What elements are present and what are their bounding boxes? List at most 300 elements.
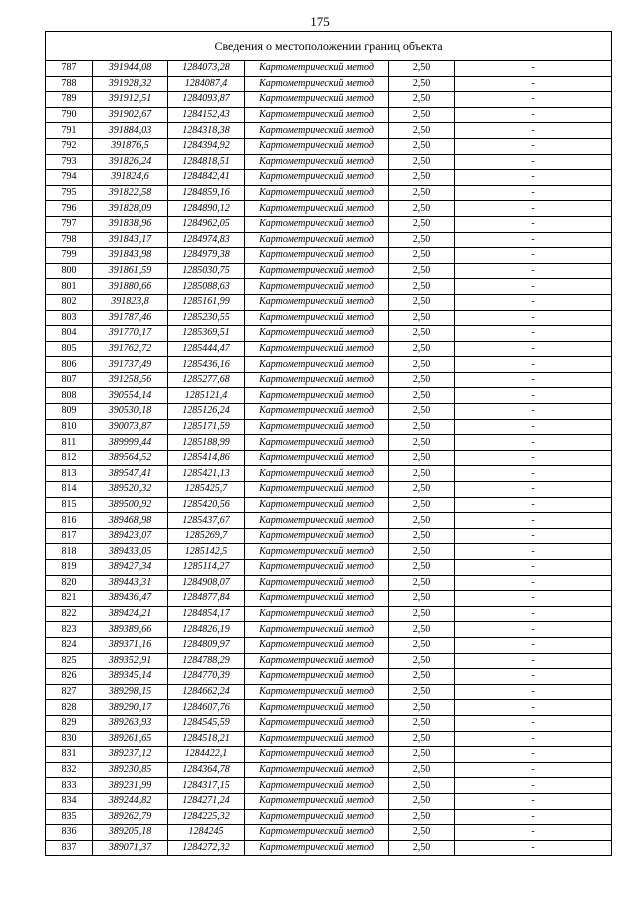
table-header-row: [46, 32, 612, 61]
description-cell: -: [455, 528, 612, 544]
method-cell: Картометрический метод: [245, 294, 389, 310]
description-cell: -: [455, 185, 612, 201]
method-cell: Картометрический метод: [245, 216, 389, 232]
table-row: [46, 372, 612, 388]
x-coordinate-cell: 391824,6: [93, 170, 168, 186]
description-cell: -: [455, 216, 612, 232]
point-number-cell: 787: [46, 61, 93, 77]
point-number-cell: 793: [46, 154, 93, 170]
x-coordinate-cell: 391828,09: [93, 201, 168, 217]
y-coordinate-cell: 1285121,4: [168, 388, 245, 404]
y-coordinate-cell: 1285161,99: [168, 294, 245, 310]
precision-cell: 2,50: [389, 310, 455, 326]
method-cell: Картометрический метод: [245, 232, 389, 248]
y-coordinate-cell: 1285437,67: [168, 513, 245, 529]
point-number-cell: 815: [46, 497, 93, 513]
description-cell: -: [455, 560, 612, 576]
method-cell: Картометрический метод: [245, 123, 389, 139]
y-coordinate-cell: 1284087,4: [168, 76, 245, 92]
boundary-coordinates-table: [45, 31, 612, 856]
table-row: [46, 419, 612, 435]
table-title: Сведения о местоположении границ объекта: [46, 32, 612, 61]
description-cell: -: [455, 170, 612, 186]
precision-cell: 2,50: [389, 669, 455, 685]
table-row: [46, 76, 612, 92]
point-number-cell: 837: [46, 840, 93, 856]
method-cell: Картометрический метод: [245, 482, 389, 498]
method-cell: Картометрический метод: [245, 170, 389, 186]
table-row: [46, 92, 612, 108]
precision-cell: 2,50: [389, 61, 455, 77]
method-cell: Картометрический метод: [245, 606, 389, 622]
description-cell: -: [455, 357, 612, 373]
description-cell: -: [455, 637, 612, 653]
description-cell: -: [455, 793, 612, 809]
table-row: [46, 575, 612, 591]
x-coordinate-cell: 391787,46: [93, 310, 168, 326]
x-coordinate-cell: 389261,65: [93, 731, 168, 747]
y-coordinate-cell: 1284979,38: [168, 248, 245, 264]
precision-cell: 2,50: [389, 216, 455, 232]
method-cell: Картометрический метод: [245, 185, 389, 201]
precision-cell: 2,50: [389, 154, 455, 170]
description-cell: -: [455, 575, 612, 591]
x-coordinate-cell: 389345,14: [93, 669, 168, 685]
table-row: [46, 248, 612, 264]
precision-cell: 2,50: [389, 653, 455, 669]
precision-cell: 2,50: [389, 107, 455, 123]
x-coordinate-cell: 391944,08: [93, 61, 168, 77]
description-cell: -: [455, 653, 612, 669]
table-row: [46, 731, 612, 747]
precision-cell: 2,50: [389, 840, 455, 856]
x-coordinate-cell: 389423,07: [93, 528, 168, 544]
method-cell: Картометрический метод: [245, 653, 389, 669]
table-row: [46, 107, 612, 123]
x-coordinate-cell: 389371,16: [93, 637, 168, 653]
point-number-cell: 832: [46, 762, 93, 778]
y-coordinate-cell: 1285030,75: [168, 263, 245, 279]
table-row: [46, 263, 612, 279]
y-coordinate-cell: 1285126,24: [168, 404, 245, 420]
x-coordinate-cell: 389500,92: [93, 497, 168, 513]
x-coordinate-cell: 391822,58: [93, 185, 168, 201]
x-coordinate-cell: 391876,5: [93, 138, 168, 154]
y-coordinate-cell: 1285444,47: [168, 341, 245, 357]
point-number-cell: 809: [46, 404, 93, 420]
table-row: [46, 778, 612, 794]
description-cell: -: [455, 450, 612, 466]
description-cell: -: [455, 419, 612, 435]
x-coordinate-cell: 391838,96: [93, 216, 168, 232]
page-number: 175: [310, 14, 330, 29]
x-coordinate-cell: 391843,17: [93, 232, 168, 248]
method-cell: Картометрический метод: [245, 466, 389, 482]
y-coordinate-cell: 1285421,13: [168, 466, 245, 482]
point-number-cell: 818: [46, 544, 93, 560]
point-number-cell: 834: [46, 793, 93, 809]
method-cell: Картометрический метод: [245, 372, 389, 388]
precision-cell: 2,50: [389, 575, 455, 591]
x-coordinate-cell: 391826,24: [93, 154, 168, 170]
description-cell: -: [455, 294, 612, 310]
y-coordinate-cell: 1285269,7: [168, 528, 245, 544]
precision-cell: 2,50: [389, 731, 455, 747]
point-number-cell: 830: [46, 731, 93, 747]
x-coordinate-cell: 389298,15: [93, 684, 168, 700]
description-cell: -: [455, 762, 612, 778]
y-coordinate-cell: 1284809,97: [168, 637, 245, 653]
table-row: [46, 544, 612, 560]
y-coordinate-cell: 1284272,32: [168, 840, 245, 856]
y-coordinate-cell: 1285277,68: [168, 372, 245, 388]
x-coordinate-cell: 391902,67: [93, 107, 168, 123]
x-coordinate-cell: 389352,91: [93, 653, 168, 669]
table-row: [46, 435, 612, 451]
method-cell: Картометрический метод: [245, 357, 389, 373]
x-coordinate-cell: 389564,52: [93, 450, 168, 466]
method-cell: Картометрический метод: [245, 840, 389, 856]
precision-cell: 2,50: [389, 700, 455, 716]
y-coordinate-cell: 1284093,87: [168, 92, 245, 108]
point-number-cell: 822: [46, 606, 93, 622]
description-cell: -: [455, 76, 612, 92]
point-number-cell: 826: [46, 669, 93, 685]
point-number-cell: 795: [46, 185, 93, 201]
x-coordinate-cell: 389468,98: [93, 513, 168, 529]
table-row: [46, 61, 612, 77]
table-row: [46, 279, 612, 295]
description-cell: -: [455, 715, 612, 731]
precision-cell: 2,50: [389, 637, 455, 653]
method-cell: Картометрический метод: [245, 528, 389, 544]
x-coordinate-cell: 389290,17: [93, 700, 168, 716]
table-body: [46, 61, 612, 856]
x-coordinate-cell: 389244,82: [93, 793, 168, 809]
table-row: [46, 684, 612, 700]
x-coordinate-cell: 389205,18: [93, 825, 168, 841]
point-number-cell: 792: [46, 138, 93, 154]
point-number-cell: 799: [46, 248, 93, 264]
method-cell: Картометрический метод: [245, 76, 389, 92]
point-number-cell: 798: [46, 232, 93, 248]
x-coordinate-cell: 389520,32: [93, 482, 168, 498]
method-cell: Картометрический метод: [245, 591, 389, 607]
description-cell: -: [455, 684, 612, 700]
precision-cell: 2,50: [389, 544, 455, 560]
description-cell: -: [455, 778, 612, 794]
table-row: [46, 637, 612, 653]
x-coordinate-cell: 391880,66: [93, 279, 168, 295]
table-row: [46, 216, 612, 232]
y-coordinate-cell: 1284818,51: [168, 154, 245, 170]
y-coordinate-cell: 1285420,56: [168, 497, 245, 513]
description-cell: -: [455, 669, 612, 685]
y-coordinate-cell: 1284877,84: [168, 591, 245, 607]
point-number-cell: 800: [46, 263, 93, 279]
y-coordinate-cell: 1284271,24: [168, 793, 245, 809]
point-number-cell: 817: [46, 528, 93, 544]
table-row: [46, 497, 612, 513]
description-cell: -: [455, 341, 612, 357]
x-coordinate-cell: 389427,34: [93, 560, 168, 576]
x-coordinate-cell: 389443,31: [93, 575, 168, 591]
y-coordinate-cell: 1284859,16: [168, 185, 245, 201]
precision-cell: 2,50: [389, 684, 455, 700]
method-cell: Картометрический метод: [245, 778, 389, 794]
table-row: [46, 357, 612, 373]
precision-cell: 2,50: [389, 778, 455, 794]
y-coordinate-cell: 1285425,7: [168, 482, 245, 498]
description-cell: -: [455, 123, 612, 139]
precision-cell: 2,50: [389, 497, 455, 513]
x-coordinate-cell: 389262,79: [93, 809, 168, 825]
method-cell: Картометрический метод: [245, 154, 389, 170]
table-row: [46, 201, 612, 217]
point-number-cell: 804: [46, 326, 93, 342]
y-coordinate-cell: 1284225,32: [168, 809, 245, 825]
y-coordinate-cell: 1284545,59: [168, 715, 245, 731]
description-cell: -: [455, 544, 612, 560]
description-cell: -: [455, 107, 612, 123]
description-cell: -: [455, 138, 612, 154]
precision-cell: 2,50: [389, 388, 455, 404]
point-number-cell: 810: [46, 419, 93, 435]
point-number-cell: 791: [46, 123, 93, 139]
table-row: [46, 388, 612, 404]
description-cell: -: [455, 279, 612, 295]
point-number-cell: 821: [46, 591, 93, 607]
method-cell: Картометрический метод: [245, 715, 389, 731]
method-cell: Картометрический метод: [245, 731, 389, 747]
x-coordinate-cell: 390554,14: [93, 388, 168, 404]
method-cell: Картометрический метод: [245, 341, 389, 357]
precision-cell: 2,50: [389, 809, 455, 825]
precision-cell: 2,50: [389, 357, 455, 373]
point-number-cell: 835: [46, 809, 93, 825]
description-cell: -: [455, 326, 612, 342]
table-row: [46, 653, 612, 669]
description-cell: -: [455, 248, 612, 264]
x-coordinate-cell: 389547,41: [93, 466, 168, 482]
y-coordinate-cell: 1284318,38: [168, 123, 245, 139]
method-cell: Картометрический метод: [245, 762, 389, 778]
y-coordinate-cell: 1285414,86: [168, 450, 245, 466]
table-row: [46, 154, 612, 170]
y-coordinate-cell: 1284422,1: [168, 747, 245, 763]
y-coordinate-cell: 1284073,28: [168, 61, 245, 77]
point-number-cell: 803: [46, 310, 93, 326]
description-cell: -: [455, 388, 612, 404]
precision-cell: 2,50: [389, 528, 455, 544]
table-row: [46, 622, 612, 638]
method-cell: Картометрический метод: [245, 622, 389, 638]
point-number-cell: 811: [46, 435, 93, 451]
precision-cell: 2,50: [389, 466, 455, 482]
description-cell: -: [455, 232, 612, 248]
table-row: [46, 715, 612, 731]
precision-cell: 2,50: [389, 482, 455, 498]
description-cell: -: [455, 435, 612, 451]
description-cell: -: [455, 372, 612, 388]
precision-cell: 2,50: [389, 263, 455, 279]
method-cell: Картометрический метод: [245, 497, 389, 513]
y-coordinate-cell: 1284518,21: [168, 731, 245, 747]
point-number-cell: 823: [46, 622, 93, 638]
table-row: [46, 809, 612, 825]
description-cell: -: [455, 622, 612, 638]
table-row: [46, 606, 612, 622]
method-cell: Картометрический метод: [245, 61, 389, 77]
point-number-cell: 808: [46, 388, 93, 404]
table-row: [46, 170, 612, 186]
method-cell: Картометрический метод: [245, 201, 389, 217]
table-row: [46, 185, 612, 201]
method-cell: Картометрический метод: [245, 450, 389, 466]
y-coordinate-cell: 1284317,15: [168, 778, 245, 794]
x-coordinate-cell: 391912,51: [93, 92, 168, 108]
y-coordinate-cell: 1284245: [168, 825, 245, 841]
x-coordinate-cell: 389231,99: [93, 778, 168, 794]
y-coordinate-cell: 1284394,92: [168, 138, 245, 154]
method-cell: Картометрический метод: [245, 809, 389, 825]
x-coordinate-cell: 389389,66: [93, 622, 168, 638]
precision-cell: 2,50: [389, 825, 455, 841]
precision-cell: 2,50: [389, 622, 455, 638]
description-cell: -: [455, 606, 612, 622]
description-cell: -: [455, 201, 612, 217]
table-row: [46, 793, 612, 809]
precision-cell: 2,50: [389, 793, 455, 809]
description-cell: -: [455, 513, 612, 529]
precision-cell: 2,50: [389, 715, 455, 731]
precision-cell: 2,50: [389, 404, 455, 420]
precision-cell: 2,50: [389, 513, 455, 529]
method-cell: Картометрический метод: [245, 92, 389, 108]
point-number-cell: 833: [46, 778, 93, 794]
table-row: [46, 294, 612, 310]
point-number-cell: 829: [46, 715, 93, 731]
method-cell: Картометрический метод: [245, 747, 389, 763]
precision-cell: 2,50: [389, 248, 455, 264]
table-row: [46, 560, 612, 576]
precision-cell: 2,50: [389, 232, 455, 248]
precision-cell: 2,50: [389, 279, 455, 295]
description-cell: -: [455, 263, 612, 279]
point-number-cell: 827: [46, 684, 93, 700]
point-number-cell: 836: [46, 825, 93, 841]
y-coordinate-cell: 1284854,17: [168, 606, 245, 622]
table-row: [46, 825, 612, 841]
point-number-cell: 806: [46, 357, 93, 373]
point-number-cell: 816: [46, 513, 93, 529]
description-cell: -: [455, 825, 612, 841]
x-coordinate-cell: 389999,44: [93, 435, 168, 451]
method-cell: Картометрический метод: [245, 637, 389, 653]
point-number-cell: 801: [46, 279, 93, 295]
method-cell: Картометрический метод: [245, 263, 389, 279]
x-coordinate-cell: 389424,21: [93, 606, 168, 622]
point-number-cell: 820: [46, 575, 93, 591]
x-coordinate-cell: 391843,98: [93, 248, 168, 264]
method-cell: Картометрический метод: [245, 138, 389, 154]
method-cell: Картометрический метод: [245, 388, 389, 404]
x-coordinate-cell: 391884,03: [93, 123, 168, 139]
x-coordinate-cell: 390530,18: [93, 404, 168, 420]
x-coordinate-cell: 391823,8: [93, 294, 168, 310]
y-coordinate-cell: 1284890,12: [168, 201, 245, 217]
precision-cell: 2,50: [389, 185, 455, 201]
method-cell: Картометрический метод: [245, 419, 389, 435]
x-coordinate-cell: 389263,93: [93, 715, 168, 731]
table-row: [46, 450, 612, 466]
method-cell: Картометрический метод: [245, 404, 389, 420]
description-cell: -: [455, 840, 612, 856]
precision-cell: 2,50: [389, 201, 455, 217]
method-cell: Картометрический метод: [245, 700, 389, 716]
description-cell: -: [455, 92, 612, 108]
y-coordinate-cell: 1285188,99: [168, 435, 245, 451]
y-coordinate-cell: 1285171,59: [168, 419, 245, 435]
method-cell: Картометрический метод: [245, 279, 389, 295]
y-coordinate-cell: 1284788,29: [168, 653, 245, 669]
y-coordinate-cell: 1285114,27: [168, 560, 245, 576]
y-coordinate-cell: 1285088,63: [168, 279, 245, 295]
precision-cell: 2,50: [389, 560, 455, 576]
precision-cell: 2,50: [389, 170, 455, 186]
method-cell: Картометрический метод: [245, 575, 389, 591]
point-number-cell: 789: [46, 92, 93, 108]
table-row: [46, 513, 612, 529]
x-coordinate-cell: 390073,87: [93, 419, 168, 435]
method-cell: Картометрический метод: [245, 326, 389, 342]
table-row: [46, 466, 612, 482]
y-coordinate-cell: 1285142,5: [168, 544, 245, 560]
y-coordinate-cell: 1285230,55: [168, 310, 245, 326]
table-row: [46, 326, 612, 342]
point-number-cell: 794: [46, 170, 93, 186]
table-row: [46, 762, 612, 778]
y-coordinate-cell: 1284826,19: [168, 622, 245, 638]
table-row: [46, 232, 612, 248]
point-number-cell: 796: [46, 201, 93, 217]
precision-cell: 2,50: [389, 341, 455, 357]
precision-cell: 2,50: [389, 419, 455, 435]
point-number-cell: 790: [46, 107, 93, 123]
y-coordinate-cell: 1284962,05: [168, 216, 245, 232]
table-row: [46, 747, 612, 763]
x-coordinate-cell: 391928,32: [93, 76, 168, 92]
description-cell: -: [455, 731, 612, 747]
y-coordinate-cell: 1284974,83: [168, 232, 245, 248]
point-number-cell: 828: [46, 700, 93, 716]
description-cell: -: [455, 466, 612, 482]
precision-cell: 2,50: [389, 294, 455, 310]
point-number-cell: 802: [46, 294, 93, 310]
table-row: [46, 138, 612, 154]
method-cell: Картометрический метод: [245, 310, 389, 326]
method-cell: Картометрический метод: [245, 435, 389, 451]
method-cell: Картометрический метод: [245, 793, 389, 809]
point-number-cell: 807: [46, 372, 93, 388]
y-coordinate-cell: 1284152,43: [168, 107, 245, 123]
point-number-cell: 819: [46, 560, 93, 576]
x-coordinate-cell: 391737,49: [93, 357, 168, 373]
precision-cell: 2,50: [389, 76, 455, 92]
precision-cell: 2,50: [389, 606, 455, 622]
method-cell: Картометрический метод: [245, 248, 389, 264]
y-coordinate-cell: 1284908,07: [168, 575, 245, 591]
